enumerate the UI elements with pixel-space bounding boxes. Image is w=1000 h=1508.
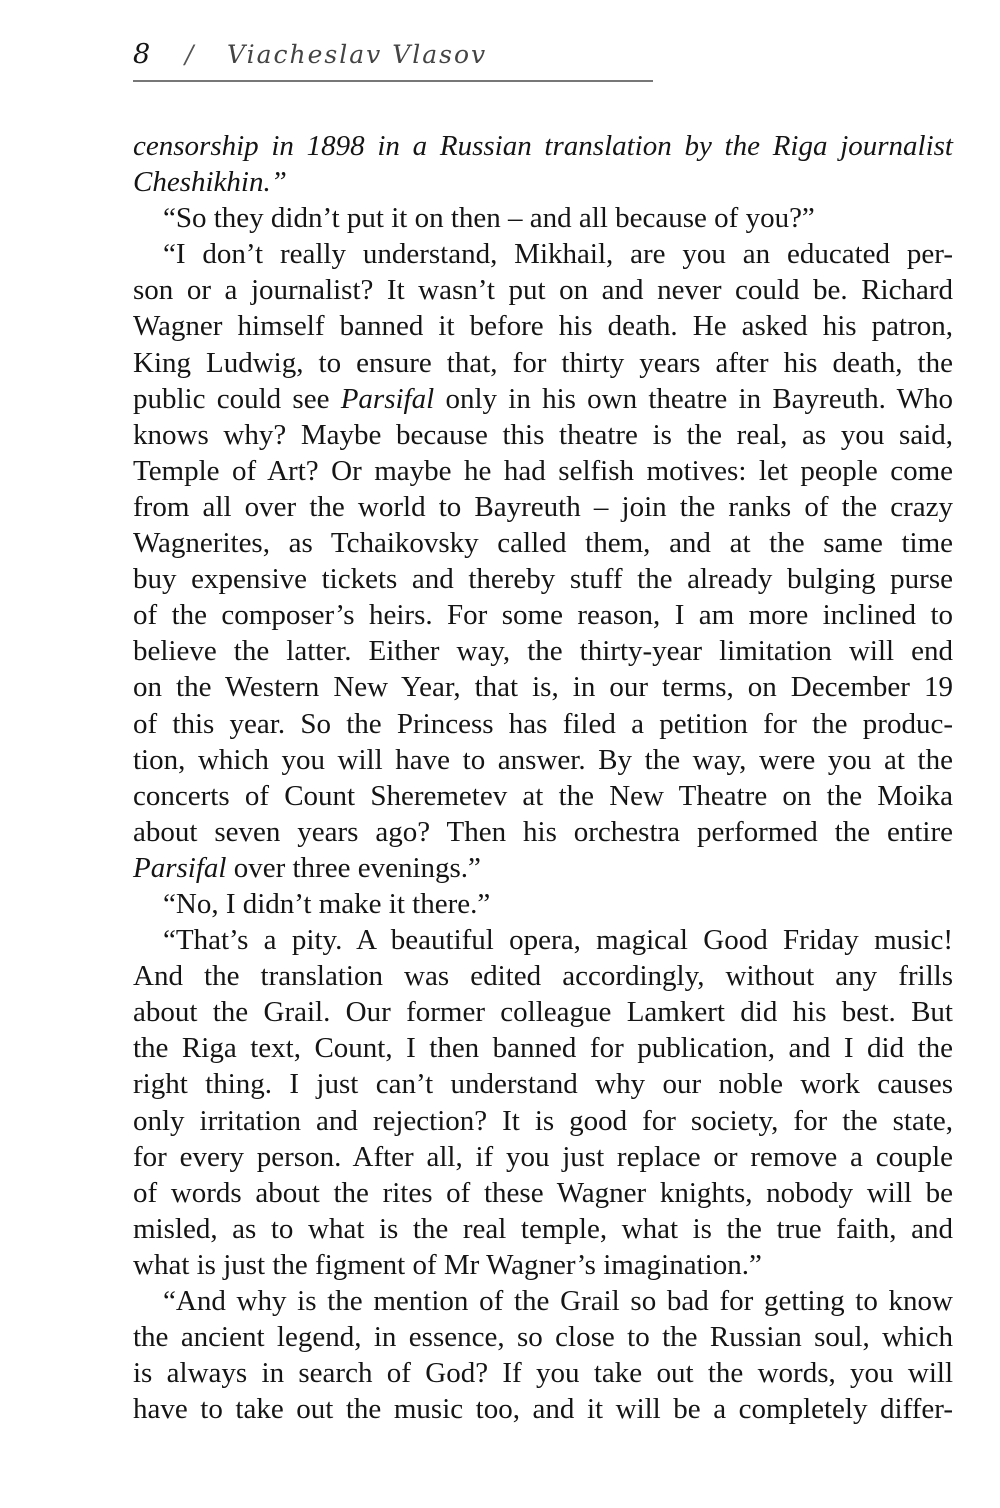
text-line: what is just the figment of Mr Wagner’s imagination.” [133,1248,762,1281]
text-line: for every person. After all, if you just replace or remove a couple [133,1140,953,1173]
text-line: the Riga text, Count, I then banned for publication, and I did the [133,1032,953,1065]
body-text [133,128,953,1427]
text-line: on the Western New Year, that is, in our terms, on December 19 [133,671,953,704]
text-line: concerts of Count Sheremetev at the New Theatre on the Moika [133,779,953,812]
author-name: Viacheslav Vlasov [227,40,488,69]
text-line: “So they didn’t put it on then – and all because of you?” [163,202,815,235]
text-segment: over three evenings.” [226,851,481,884]
header-rule [133,80,653,82]
text-line: And the translation was edited accordingly, without any frills [133,960,953,993]
text-line: about seven years ago? Then his orchestra performed the entire [133,815,953,848]
header-separator: / [185,40,194,69]
page-number: 8 [133,39,151,70]
text-line: “That’s a pity. A beautiful opera, magical Good Friday music! [163,924,953,957]
text-line: right thing. I just can’t understand why our noble work causes [133,1068,953,1101]
text-line: misled, as to what is the real temple, what is the true faith, and [133,1212,953,1245]
text-line: Cheshikhin.” [133,166,287,199]
text-line: only irritation and rejection? It is good for society, for the state, [133,1104,953,1137]
text-line: have to take out the music too, and it will be a completely differ- [133,1393,953,1426]
text-line: of this year. So the Princess has filed a petition for the produc- [133,707,953,740]
text-segment: public could see [133,382,341,415]
text-line: “And why is the mention of the Grail so bad for getting to know [163,1285,953,1317]
text-line: is always in search of God? If you take out the words, you will [133,1357,953,1390]
italic-title: Parsifal [340,382,435,415]
text-line: the ancient legend, in essence, so close to the Russian soul, which [133,1321,953,1354]
text-line: son or a journalist? It wasn’t put on and never could be. Richard [133,274,953,307]
text-line: Temple of Art? Or maybe he had selfish motives: let people come [133,454,953,487]
text-segment: only in his own theatre in Bayreuth. Who [434,382,953,415]
text-line: of the composer’s heirs. For some reason, I am more inclined to [133,599,953,632]
text-line: King Ludwig, to ensure that, for thirty years after his death, the [133,346,953,379]
text-line: knows why? Maybe because this theatre is the real, as you said, [133,418,953,451]
italic-title: Parsifal [133,851,227,884]
text-line: Wagner himself banned it before his death. He asked his patron, [133,310,953,343]
text-line: tion, which you will have to answer. By the way, were you at the [133,743,953,776]
text-line: about the Grail. Our former colleague Lamkert did his best. But [133,996,953,1029]
text-line: censorship in 1898 in a Russian translation by the Riga journalist [133,130,953,162]
text-line: of words about the rites of these Wagner knights, nobody will be [133,1176,953,1209]
text-line [133,850,953,886]
text-line: buy expensive tickets and thereby stuff the already bulging purse [133,563,953,596]
running-head [133,38,653,82]
text-line: from all over the world to Bayreuth – join the ranks of the crazy [133,490,953,523]
text-line: Wagnerites, as Tchaikovsky called them, and at the same time [133,527,953,560]
text-line [133,381,953,417]
text-line: believe the latter. Either way, the thirty-year limitation will end [133,635,953,668]
text-line: “No, I didn’t make it there.” [163,887,491,920]
text-line: “I don’t really understand, Mikhail, are you an educated per- [163,238,953,271]
